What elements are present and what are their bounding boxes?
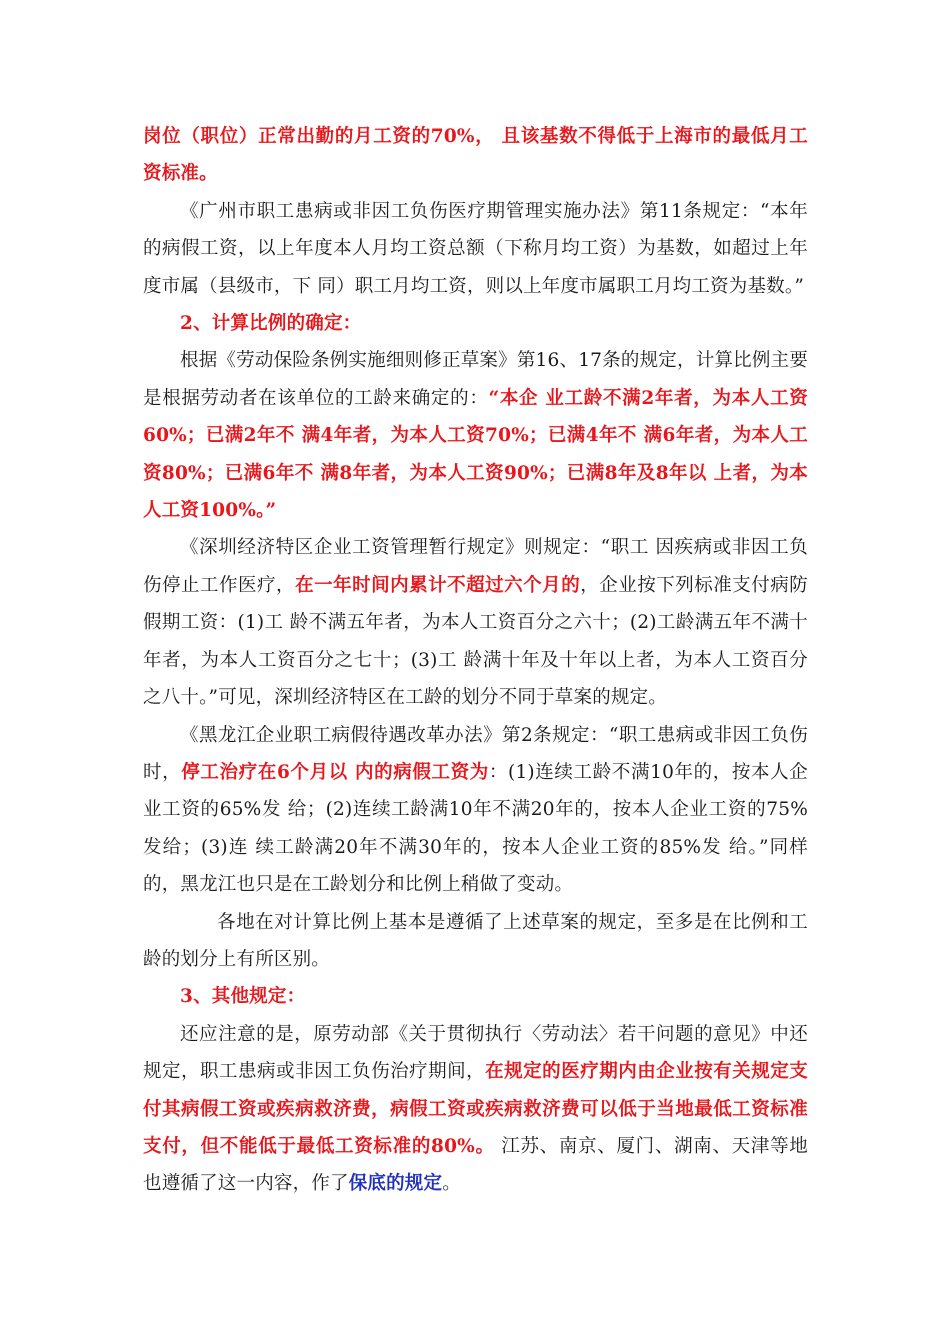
- body-text: 。: [442, 1173, 461, 1195]
- paragraph-shenzhen-rule: [143, 529, 808, 716]
- section-heading-ratio: 2、计算比例的确定：: [180, 313, 362, 335]
- section-heading-other: 3、其他规定：: [180, 986, 306, 1008]
- body-text: ：(1)连续工龄不满10年的，按本人企业工资的65%发 给；(2)连续工龄满10年不满20年的，按本人企业工资的75%发给；(3)连 续工龄满20年不满30年的，按本人企业工资的85%发 给。”同样 的，黑龙江也只是在工龄划分和比例上稍做了变动。: [143, 761, 808, 896]
- body-text: ，企业按下列标准支付病防假期工资：(1)工 龄不满五年者，为本人工资百分之六十；(2)工龄满五年不满十年者，为本人工资百分之七十；(3)工 龄满十年及十年以上者，为本人工资百分之八十。”可见，深圳经济特区在工龄的划分不同于草案的规定。: [143, 574, 808, 709]
- body-text: 《广州市职工患病或非因工负伤医疗期管理实施办法》第11条规定：“本年的病假工资，以上年度本人月均工资总额（下称月均工资）为基数，如超过上年度市属（县级市，下 同）职工月均工资，则以上年度市属职工月均工资为基数。”: [143, 200, 808, 297]
- highlight-text: “本企 业工龄不满2年者，为本人工资60%；已满2年不 满4年者，为本人工资70%；已满4年不 满6年者，为本人工资80%；已满6年不 满8年者，为本人工资90%；已满8年及8年以 上者，为本人工资100%。”: [143, 387, 808, 522]
- body-text: 《深圳经济特区企业工资管理暂行规定》则规定：“职工 因疾病或非因工负伤停止工作医疗，: [143, 537, 808, 596]
- paragraph-labor-insurance-draft: [143, 342, 808, 529]
- paragraph-summary: [143, 904, 808, 979]
- highlight-text: 岗位（职位）正常出勤的月工资的70%， 且该基数不得低于上海市的最低月工资标准。: [143, 126, 808, 185]
- body-text: 《黑龙江企业职工病假待遇改革办法》第2条规定：“职工患病或非因工负伤时，: [143, 724, 808, 783]
- paragraph-heilongjiang-rule: [143, 717, 808, 904]
- document-body: [143, 118, 808, 1203]
- paragraph-guangzhou-rule: [143, 193, 808, 305]
- body-text: 根据《劳动保险条例实施细则修正草案》第16、17条的规定，计算比例主要是根据劳动者在该单位的工龄来确定的：: [143, 350, 808, 409]
- blue-highlight-text: 保底的规定: [348, 1173, 443, 1195]
- highlight-text: 在一年时间内累计不超过六个月的: [295, 574, 581, 596]
- body-text: 各地在对计算比例上基本是遵循了上述草案的规定，至多是在比例和工龄的划分上有所区别。: [143, 911, 808, 970]
- paragraph-ministry-opinion: [143, 1016, 808, 1203]
- highlight-text: 在规定的医疗期内由企业按有关规定支付其病假工资或疾病救济费，病假工资或疾病救济费可以低于当地最低工资标准支付，但不能低于最低工资标准的80%。: [143, 1061, 808, 1157]
- body-text: 还应注意的是，原劳动部《关于贯彻执行〈劳动法〉若干问题的意见》中还规定，职工患病或非因工负伤治疗期间，: [143, 1023, 808, 1083]
- paragraph-shanghai-standard: [143, 118, 808, 193]
- body-text: 江苏、南京、厦门、湖南、天津等地也遵循了这一内容，作了: [143, 1135, 808, 1195]
- highlight-text: 停工治疗在6个月以 内的病假工资为: [181, 761, 489, 783]
